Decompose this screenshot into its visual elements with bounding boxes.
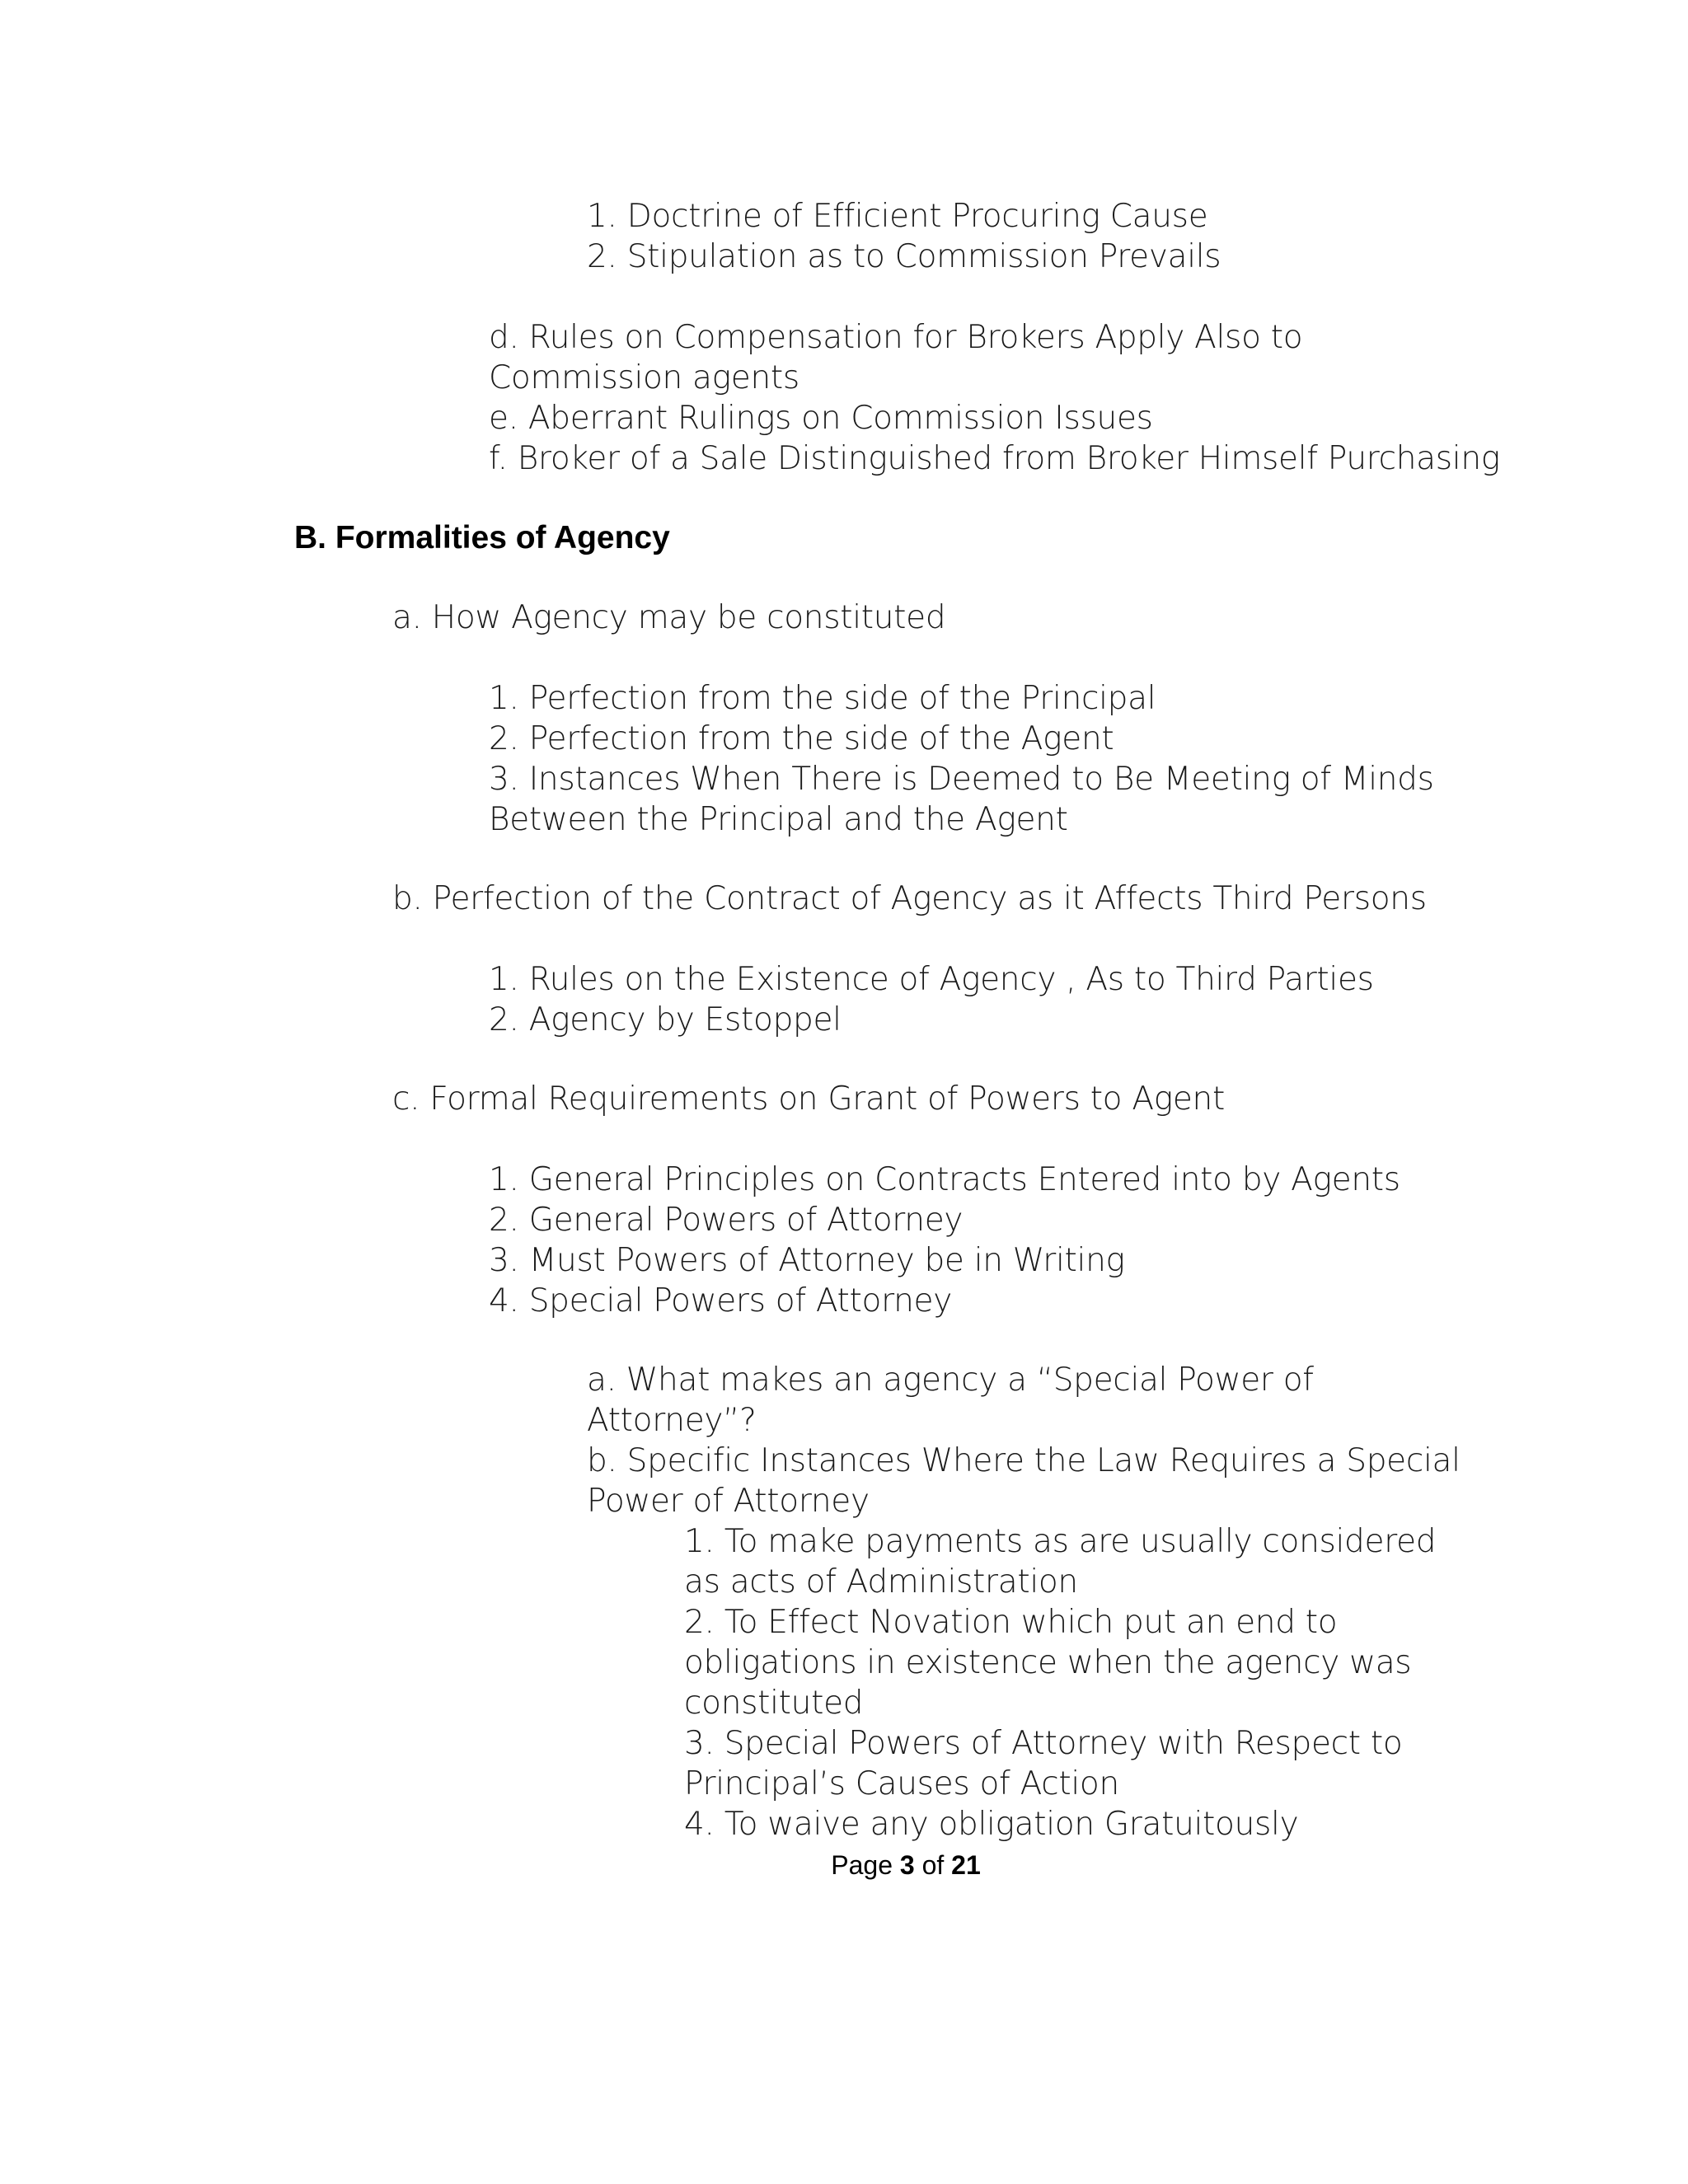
outline-line: b. Perfection of the Contract of Agency as it Affects Third Persons [392,880,1427,917]
outline-line: Between the Principal and the Agent [489,801,1068,838]
outline-line: 1. Doctrine of Efficient Procuring Cause [587,198,1208,235]
outline-line: 1. Rules on the Existence of Agency , As to Third Parties [489,961,1374,998]
outline-line: 2. General Powers of Attorney [489,1202,964,1239]
outline-line: 1. General Principles on Contracts Entered into by Agents [489,1161,1400,1198]
outline-line: 2. To Effect Novation which put an end to [684,1604,1338,1641]
outline-line: 4. Special Powers of Attorney [489,1282,953,1319]
outline-line: c. Formal Requirements on Grant of Powers to Agent [392,1080,1225,1118]
outline-line: Principal’s Causes of Action [684,1765,1119,1802]
outline-line: as acts of Administration [684,1563,1078,1601]
outline-line: 1. To make payments as are usually considered [684,1523,1437,1560]
current-page: 3 [899,1850,915,1880]
outline-line: 2. Perfection from the side of the Agent [489,720,1114,757]
outline-line: 1. Perfection from the side of the Principal [489,680,1156,717]
outline-line: e. Aberrant Rulings on Commission Issues [489,400,1153,437]
outline-line: b. Specific Instances Where the Law Requires a Special [587,1442,1461,1479]
page-word: Page [831,1850,893,1880]
page-footer [0,1849,1688,1882]
outline-line: Attorney”? [587,1402,757,1439]
outline-line: a. How Agency may be constituted [392,599,946,636]
outline-line: a. What makes an agency a “Special Power of [587,1361,1314,1399]
outline-line: 3. Special Powers of Attorney with Respect to [684,1725,1403,1762]
total-pages: 21 [951,1850,981,1880]
outline-line: 2. Agency by Estoppel [489,1001,842,1038]
outline-line: d. Rules on Compensation for Brokers Apply Also to [489,319,1303,356]
section-heading: B. Formalities of Agency [294,520,670,555]
outline-line: 2. Stipulation as to Commission Prevails [587,238,1221,275]
outline-line: Power of Attorney [587,1483,870,1520]
outline-line: obligations in existence when the agency was [684,1644,1412,1681]
outline-line: f. Broker of a Sale Distinguished from Broker Himself Purchasing [489,440,1500,477]
page-number [707,1850,980,1880]
outline-line: constituted [684,1685,864,1722]
outline-line: 3. Must Powers of Attorney be in Writing [489,1242,1125,1279]
outline-line: Commission agents [489,359,799,396]
of-word: of [921,1850,945,1880]
outline-line: 4. To waive any obligation Gratuitously [684,1806,1299,1843]
outline-line: 3. Instances When There is Deemed to Be Meeting of Minds [489,761,1434,798]
